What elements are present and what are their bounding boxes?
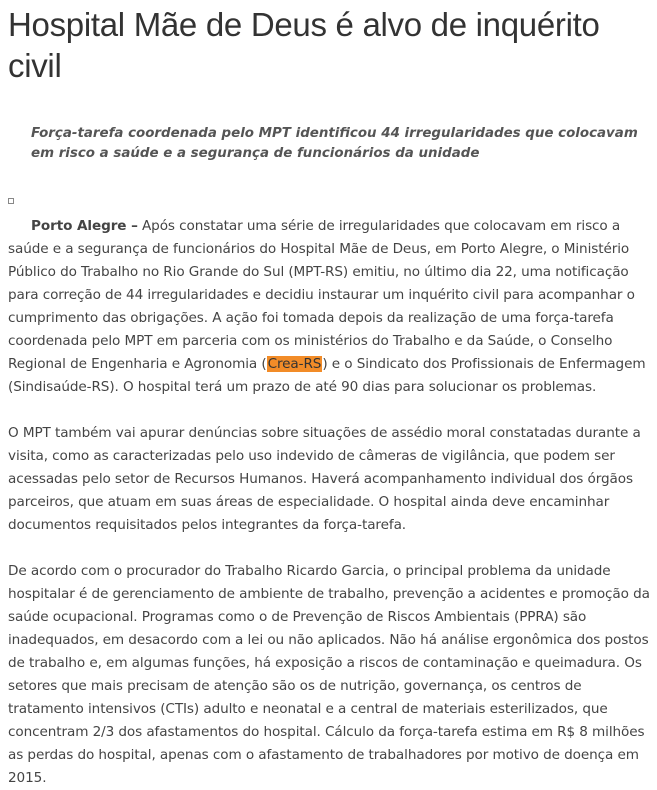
paragraph-1: [8, 215, 653, 399]
paragraph-2: O MPT também vai apurar denúncias sobre situações de assédio moral constatadas durante a visita, como as caracterizadas pelo uso indevido de câmeras de vigilância, que podem ser acessadas pelo setor de Recursos Humanos. Haverá acompanhamento individual dos órgãos parceiros, que atuam em suas áreas de especialidade. O hospital ainda deve encaminhar documentos requisitados pelos integrantes da força-tarefa.: [8, 425, 641, 533]
article-title: Hospital Mãe de Deus é alvo de inquérito civil: [8, 6, 600, 84]
dateline: Porto Alegre –: [31, 218, 138, 234]
article-subtitle: Força-tarefa coordenada pelo MPT identificou 44 irregularidades que colocavam em risco a saúde e a segurança de funcionários da unidade: [31, 126, 638, 161]
image-placeholder-icon: [8, 198, 14, 204]
article: [8, 0, 653, 790]
highlighted-term: Crea-RS: [267, 356, 322, 372]
paragraph-1-text-after: ) e o Sindicato dos Profissionais de Enfermagem (Sindisaúde-RS). O hospital terá um prazo de até 90 dias para solucionar os problemas.: [8, 356, 646, 395]
paragraph-1-text-before: Após constatar uma série de irregularidades que colocavam em risco a saúde e a segurança de funcionários do Hospital Mãe de Deus, em Porto Alegre, o Ministério Público do Trabalho no Rio Grande do Sul (MPT-RS) emitiu, no último dia 22, uma notificação para correção de 44 irregularidades e decidiu instaurar um inquérito civil para acompanhar o cumprimento das obrigações. A ação foi tomada depois da realização de uma força-tarefa coordenada pelo MPT em parceria com os ministérios do Trabalho e da Saúde, o Conselho Regional de Engenharia e Agronomia (: [8, 218, 635, 372]
paragraph-3: De acordo com o procurador do Trabalho Ricardo Garcia, o principal problema da unidade hospitalar é de gerenciamento de ambiente de trabalho, prevenção a acidentes e promoção da saúde ocupacional. Programas como o de Prevenção de Riscos Ambientais (PPRA) são inadequados, em desacordo com a lei ou não aplicados. Não há análise ergonômica dos postos de trabalho e, em algumas funções, há exposição a riscos de contaminação e queimadura. Os setores que mais precisam de atenção são os de nutrição, governança, os centros de tratamento intensivos (CTIs) adulto e neonatal e a central de materiais esterilizados, que concentram 2/3 dos afastamentos do hospital. Cálculo da força-tarefa estima em R$ 8 milhões as perdas do hospital, apenas com o afastamento de trabalhadores por motivo de doença em 2015.: [8, 563, 650, 786]
